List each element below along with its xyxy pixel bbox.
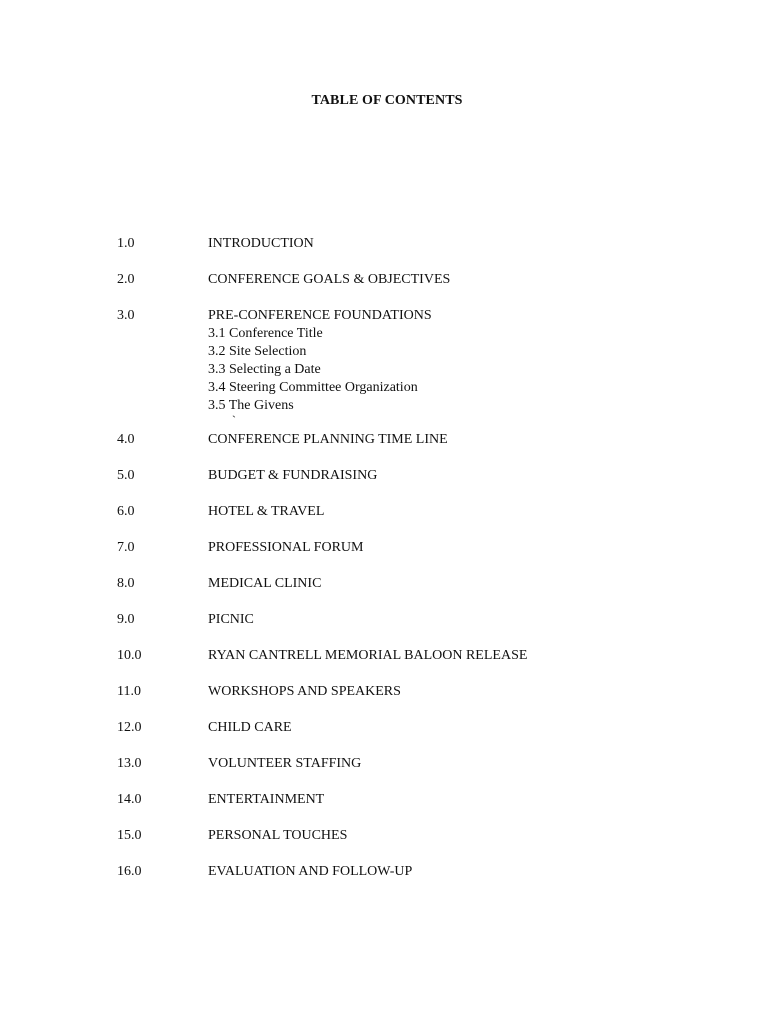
toc-entry-6: [117, 503, 717, 521]
toc-entry-15: [117, 827, 717, 845]
toc-entry-number: 7.0: [117, 540, 135, 555]
toc-entry-number: 5.0: [117, 468, 135, 483]
page-title: TABLE OF CONTENTS: [311, 93, 463, 108]
toc-entry-13: [117, 755, 717, 773]
toc-entry-number: 4.0: [117, 432, 135, 447]
toc-entry-number: 3.0: [117, 308, 135, 323]
toc-subsection: 3.2 Site Selection: [208, 344, 307, 359]
toc-entry-3: [117, 307, 717, 429]
toc-subsection: 3.1 Conference Title: [208, 326, 323, 341]
toc-entry-4: [117, 431, 717, 449]
toc-entry-number: 9.0: [117, 612, 135, 627]
toc-entry-number: 8.0: [117, 576, 135, 591]
toc-entry-16: [117, 863, 717, 881]
toc-entry-number: 1.0: [117, 236, 135, 251]
toc-entry-number: 13.0: [117, 756, 142, 771]
stray-mark: `: [232, 413, 236, 427]
toc-entry-title: PICNIC: [208, 612, 254, 627]
toc-entry-number: 10.0: [117, 648, 142, 663]
toc-entry-number: 14.0: [117, 792, 142, 807]
toc-entry-title: MEDICAL CLINIC: [208, 576, 322, 591]
toc-entry-title: CONFERENCE GOALS & OBJECTIVES: [208, 272, 451, 287]
toc-entry-2: [117, 271, 717, 289]
toc-entry-number: 15.0: [117, 828, 142, 843]
toc-subsection: 3.4 Steering Committee Organization: [208, 380, 418, 395]
toc-entry-number: 11.0: [117, 684, 141, 699]
toc-entry-11: [117, 683, 717, 701]
toc-entry-title: PERSONAL TOUCHES: [208, 828, 348, 843]
toc-entry-10: [117, 647, 717, 665]
toc-entry-title: HOTEL & TRAVEL: [208, 504, 325, 519]
toc-subsection: 3.5 The Givens: [208, 398, 294, 413]
toc-entry-12: [117, 719, 717, 737]
table-of-contents: [117, 235, 717, 899]
toc-entry-8: [117, 575, 717, 593]
toc-entry-number: 12.0: [117, 720, 142, 735]
toc-entry-title: CONFERENCE PLANNING TIME LINE: [208, 432, 448, 447]
toc-entry-number: 6.0: [117, 504, 135, 519]
toc-entry-title: ENTERTAINMENT: [208, 792, 325, 807]
toc-entry-14: [117, 791, 717, 809]
toc-entry-title: RYAN CANTRELL MEMORIAL BALOON RELEASE: [208, 648, 528, 663]
toc-entry-title: INTRODUCTION: [208, 236, 314, 251]
toc-entry-number: 2.0: [117, 272, 135, 287]
toc-entry-title: VOLUNTEER STAFFING: [208, 756, 362, 771]
toc-entry-number: 16.0: [117, 864, 142, 879]
toc-entry-1: [117, 235, 717, 253]
toc-entry-title: PROFESSIONAL FORUM: [208, 540, 364, 555]
toc-entry-9: [117, 611, 717, 629]
toc-entry-title: EVALUATION AND FOLLOW-UP: [208, 864, 413, 879]
toc-entry-7: [117, 539, 717, 557]
toc-entry-5: [117, 467, 717, 485]
toc-entry-title: CHILD CARE: [208, 720, 292, 735]
toc-entry-title: PRE-CONFERENCE FOUNDATIONS: [208, 308, 432, 323]
toc-subsection: 3.3 Selecting a Date: [208, 362, 321, 377]
toc-entry-title: WORKSHOPS AND SPEAKERS: [208, 684, 401, 699]
toc-entry-title: BUDGET & FUNDRAISING: [208, 468, 378, 483]
